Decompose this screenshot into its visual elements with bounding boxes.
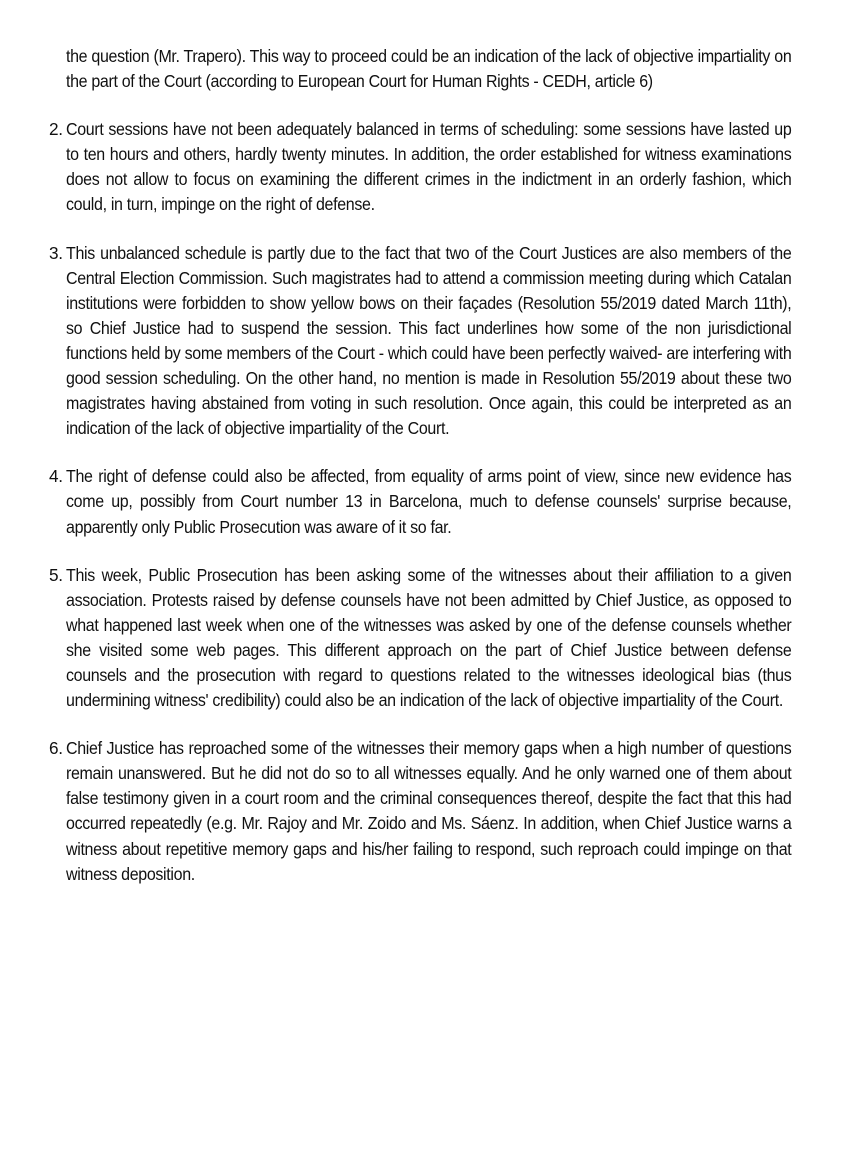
list-item-text: Chief Justice has reproached some of the witnesses their memory gaps when a high number of questions remain unanswered. But he did not do so to all witnesses equally. And he only warned one of them about false testimony given in a court room and the criminal consequences thereof, despite the fact that this had occurred repeatedly (e.g. Mr. Rajoy and Mr. Zoido and Ms. Sáenz. In addition, when Chief Justice warns a witness about repetitive memory gaps and his/her failing to respond, such reproach could impinge on that witness deposition.	[66, 738, 792, 884]
list-number: 3.	[49, 242, 63, 263]
list-item-text: This week, Public Prosecution has been asking some of the witnesses about their affiliation to a given association. Protests raised by defense counsels have not been admitted by Chief Justice, as opposed to what happened last week when one of the witnesses was asked by one of the defense counsels whether she visited some web pages. This different approach on the part of Chief Justice between defense counsels and the prosecution with regard to questions related to the witnesses ideological bias (thus undermining witness' credibility) could also be an indication of the lack of objective impartiality of the Court.	[66, 564, 792, 711]
document-page	[0, 44, 850, 887]
list-number: 2.	[49, 119, 63, 140]
list-number: 5.	[49, 564, 63, 585]
list-item	[0, 736, 850, 887]
list-number: 4.	[49, 466, 63, 487]
list-item-text: This unbalanced schedule is partly due to the fact that two of the Court Justices are also members of the Central Election Commission. Such magistrates had to attend a commission meeting during which Catalan institutions were forbidden to show yellow bows on their façades (Resolution 55/2019 dated March 11th), so Chief Justice had to suspend the session. This fact underlines how some of the non jurisdictional functions held by some members of the Court - which could have been perfectly waived- are interfering with good session scheduling. On the other hand, no mention is made in Resolution 55/2019 about these two magistrates having abstained from voting in such resolution. Once again, this could be interpreted as an indication of the lack of objective impartiality of the Court.	[66, 242, 792, 439]
list-item	[0, 117, 850, 217]
list-item-text: Court sessions have not been adequately balanced in terms of scheduling: some sessions have lasted up to ten hours and others, hardly twenty minutes. In addition, the order established for witness examinations does not allow to focus on examining the different crimes in the indictment in an orderly fashion, which could, in turn, impinge on the right of defense.	[66, 119, 792, 215]
list-item	[0, 464, 850, 539]
numbered-list	[0, 117, 850, 887]
list-number: 6.	[49, 738, 63, 759]
list-item	[0, 563, 850, 714]
list-item-text: The right of defense could also be affected, from equality of arms point of view, since new evidence has come up, possibly from Court number 13 in Barcelona, much to defense counsels' surprise because, apparently only Public Prosecution was aware of it so far.	[66, 466, 792, 537]
continuation-paragraph: the question (Mr. Trapero). This way to proceed could be an indication of the lack of objective impartiality on the part of the Court (according to European Court for Human Rights - CEDH, article 6)	[66, 46, 792, 92]
list-item	[0, 241, 850, 442]
